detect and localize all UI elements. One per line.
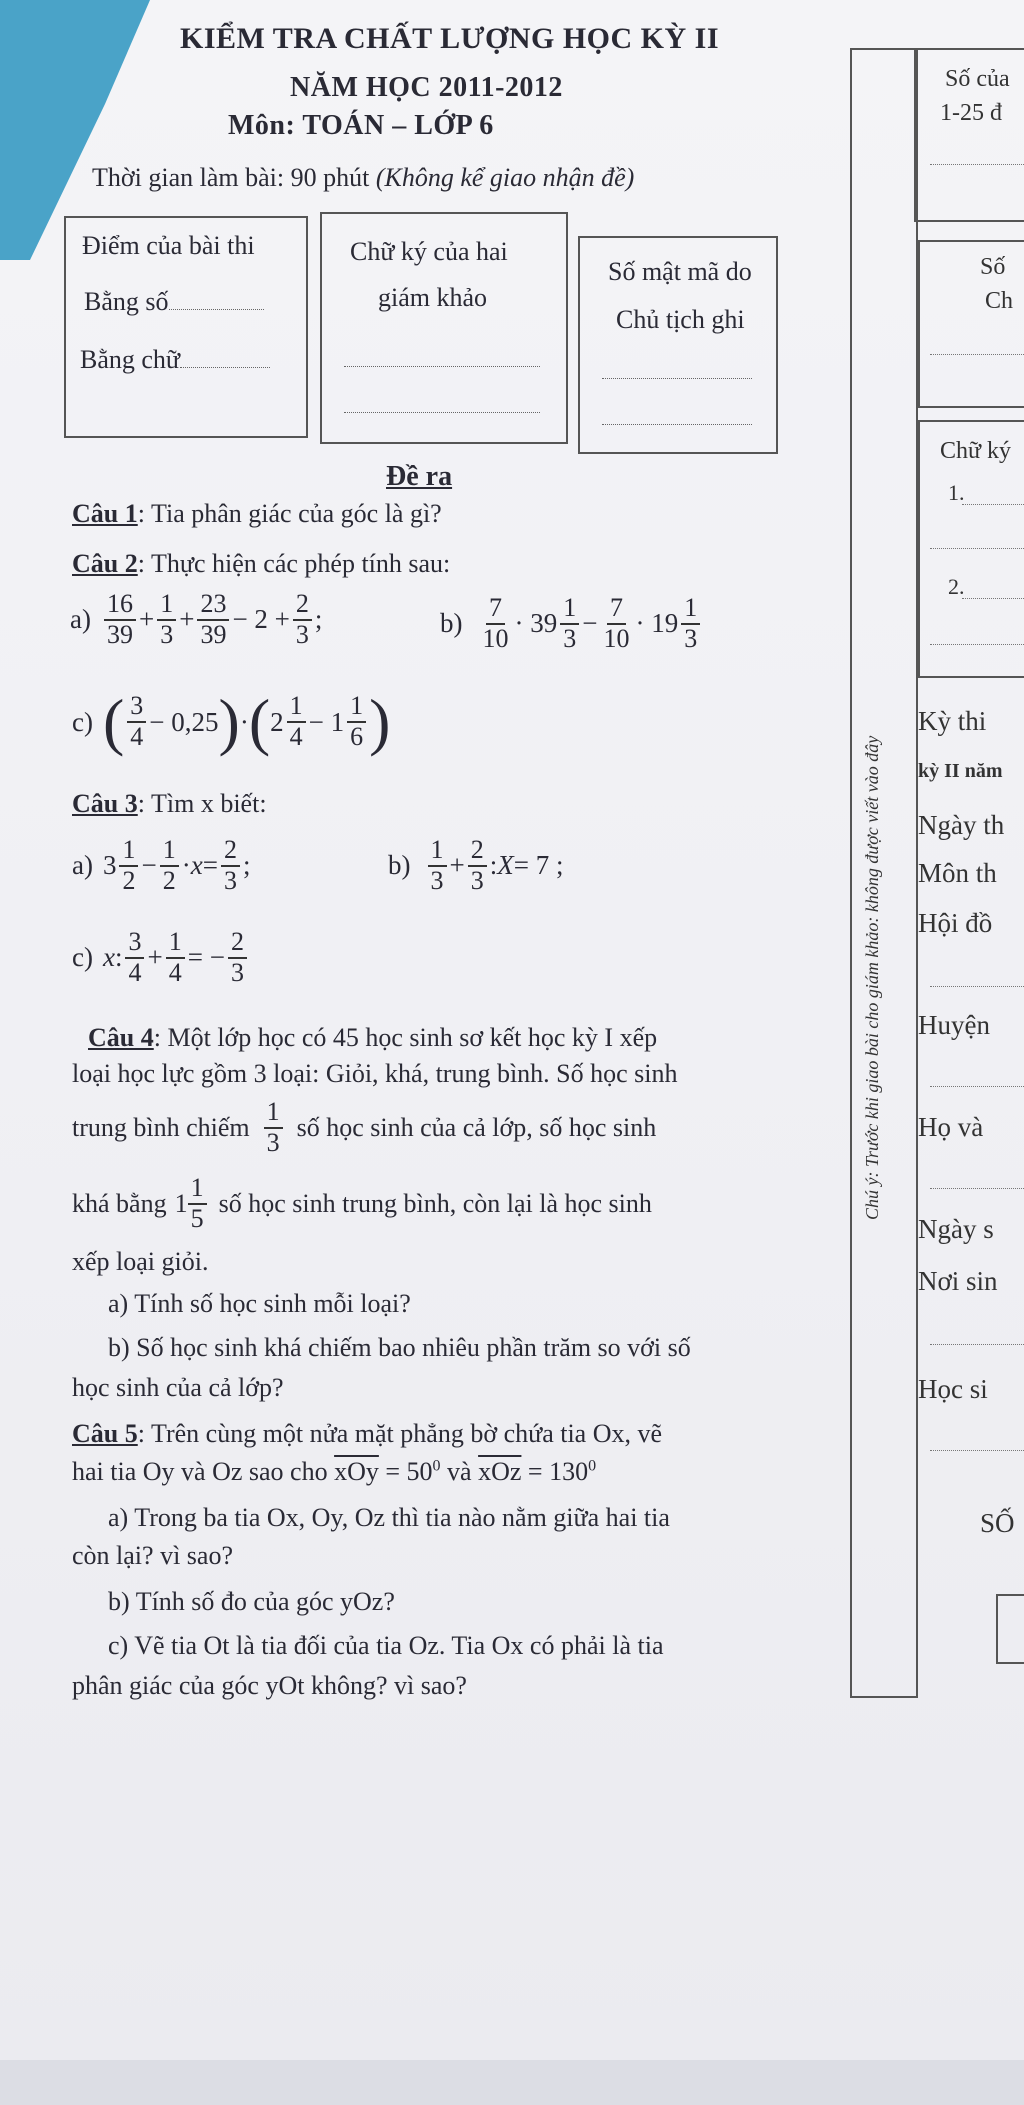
q2-label: Câu 2 xyxy=(72,549,138,578)
q1-text: : Tia phân giác của góc là gì? xyxy=(137,499,442,528)
q4-l3a: trung bình chiếm xyxy=(72,1113,250,1143)
q4-l1: : Một lớp học có 45 học sinh sơ kết học kỳ I xếp xyxy=(153,1023,658,1052)
q2b-expression: b) $\frac{7}{10}$ · 39 $\frac{1}{3}$ − $\frac{7}{10}$ · 19 $\frac{1}{3}$ xyxy=(440,594,703,653)
q4-line3: trung bình chiếm $\frac{1}{3}$ số học sinh của cả lớp, số học sinh xyxy=(72,1097,657,1157)
school-year: NĂM HỌC 2011-2012 xyxy=(290,72,563,103)
subject: Môn: TOÁN – LỚP 6 xyxy=(228,110,494,141)
q2a-label: a) xyxy=(70,604,91,635)
q3a-label: a) xyxy=(72,850,93,881)
q2c-expression: c) ( $\frac{3}{4}$ − 0,25 ) · ( 2 $\frac{1}{4}$ − 1 $\frac{1}{6}$ ) xyxy=(72,686,391,757)
q4-l4a: khá bằng xyxy=(72,1189,167,1219)
right-a2: 1-25 đ xyxy=(940,100,1002,126)
right-a1: Số của xyxy=(945,66,1010,92)
score-word-row xyxy=(80,342,270,377)
question-3 xyxy=(72,786,267,821)
q5-deg1: 0 xyxy=(432,1457,441,1475)
score-box xyxy=(64,216,308,438)
question-2 xyxy=(72,546,450,581)
q5-and: và xyxy=(447,1457,472,1486)
q3c-expression: c) x : $\frac{3}{4}$ + $\frac{1}{4}$ = − $\frac{2}{3}$ xyxy=(72,928,250,987)
q5-c1: c) Vẽ tia Ot là tia đối của tia Oz. Tia Ox có phải là tia xyxy=(108,1631,664,1660)
q5-a1: a) Trong ba tia Ox, Oy, Oz thì tia nào nằm giữa hai tia xyxy=(108,1503,670,1532)
q2b-label: b) xyxy=(440,608,463,639)
q3c-label: c) xyxy=(72,942,93,973)
q5-angle-xoy: $\overline{xOy}$ xyxy=(334,1457,379,1486)
sign-line1: Chữ ký của hai xyxy=(350,237,508,266)
code-line1: Số mật mã do xyxy=(608,257,752,286)
section-heading: Đề ra xyxy=(386,461,453,492)
q4-label: Câu 4 xyxy=(88,1023,154,1052)
q3b-label: b) xyxy=(388,850,411,881)
q1-label: Câu 1 xyxy=(72,499,138,528)
right-c2: 1. xyxy=(948,480,965,505)
q3b-expression: b) $\frac{1}{3}$ + $\frac{2}{3}$ : X = 7 ; xyxy=(388,835,564,895)
right-c1: Chữ ký xyxy=(940,438,1012,464)
q5-label: Câu 5 xyxy=(72,1419,138,1448)
q5-b: b) Tính số đo của góc yOz? xyxy=(108,1587,395,1616)
q4-l2: loại học lực gồm 3 loại: Giỏi, khá, trung bình. Số học sinh xyxy=(72,1059,678,1088)
right-ngay-sinh: Ngày s xyxy=(918,1214,994,1244)
q2-text: : Thực hiện các phép tính sau: xyxy=(137,549,451,578)
right-so: SỐ xyxy=(980,1508,1015,1538)
q4-l5: xếp loại giỏi. xyxy=(72,1247,209,1276)
question-4-line1 xyxy=(88,1020,657,1055)
code-line2: Chủ tịch ghi xyxy=(616,305,745,334)
right-small-box xyxy=(996,1594,1024,1664)
sign-line2: giám khảo xyxy=(378,283,488,312)
right-hoi-dong: Hội đồ xyxy=(918,908,993,938)
q4-l4b: số học sinh trung bình, còn lại là học sinh xyxy=(218,1189,652,1219)
right-noi-sinh: Nơi sin xyxy=(918,1266,998,1296)
time-text: Thời gian làm bài: 90 phút xyxy=(92,163,370,192)
right-b2: Ch xyxy=(985,288,1014,314)
q5-line2 xyxy=(72,1454,596,1489)
q4-b2: học sinh của cả lớp? xyxy=(72,1373,284,1402)
q5-a2: còn lại? vì sao? xyxy=(72,1541,233,1570)
table-surface xyxy=(0,2060,1024,2105)
right-ho-va: Họ và xyxy=(918,1112,984,1142)
q3-label: Câu 3 xyxy=(72,789,138,818)
question-5-line1 xyxy=(72,1416,662,1451)
question-1 xyxy=(72,496,442,531)
q5-val1: = 50 xyxy=(385,1457,433,1486)
secret-code-box xyxy=(578,236,778,454)
q5-c2: phân giác của góc yOt không? vì sao? xyxy=(72,1671,467,1700)
q5-l1: : Trên cùng một nửa mặt phẳng bờ chứa tia Ox, vẽ xyxy=(137,1419,663,1448)
q2c-label: c) xyxy=(72,706,93,737)
right-mon-thi: Môn th xyxy=(918,858,997,888)
right-box-b xyxy=(918,240,1024,408)
q4-l3b: số học sinh của cả lớp, số học sinh xyxy=(296,1113,657,1143)
q4-b1: b) Số học sinh khá chiếm bao nhiêu phần trăm so với số xyxy=(108,1333,691,1362)
right-hoc-sinh: Học si xyxy=(918,1374,988,1404)
score-number-label: Bằng số xyxy=(84,287,169,316)
exam-title: KIỂM TRA CHẤT LƯỢNG HỌC KỲ II xyxy=(180,22,720,55)
right-ngay-thi: Ngày th xyxy=(918,810,1005,840)
score-number-row xyxy=(84,284,264,319)
q2a-expression: a) $\frac{16}{39}$ + $\frac{1}{3}$ + $\frac{23}{39}$ − 2 + $\frac{2}{3}$ ; xyxy=(70,589,323,649)
time-line xyxy=(92,160,634,195)
right-c3: 2. xyxy=(948,574,965,599)
q3a-expression: a) 3 $\frac{1}{2}$ − $\frac{1}{2}$ · x = $\frac{2}{3}$ ; xyxy=(72,835,251,895)
examiner-sign-box xyxy=(320,212,568,444)
right-ky-thi: Kỳ thi xyxy=(918,706,987,736)
time-note: (Không kể giao nhận đề) xyxy=(375,163,635,192)
q5-val2: = 130 xyxy=(527,1457,589,1486)
right-huyen: Huyện xyxy=(918,1010,990,1040)
score-word-label: Bằng chữ xyxy=(80,345,181,374)
q4-a: a) Tính số học sinh mỗi loại? xyxy=(108,1289,411,1318)
q5-l2a: hai tia Oy và Oz sao cho xyxy=(72,1457,328,1486)
q4-line4: khá bằng 1 $\frac{1}{5}$ số học sinh trung bình, còn lại là học sinh xyxy=(72,1173,652,1233)
q3-text: : Tìm x biết: xyxy=(137,789,267,818)
right-b1: Số xyxy=(980,254,1006,280)
score-title: Điểm của bài thi xyxy=(82,231,255,260)
q5-angle-xoz: $\overline{xOz}$ xyxy=(478,1457,522,1486)
q5-deg2: 0 xyxy=(588,1457,597,1475)
vertical-note: Chú ý: Trước khi giao bài cho giám khảo: không được viết vào đây xyxy=(862,735,882,1220)
right-ky-ii: kỳ II năm xyxy=(918,760,1003,782)
